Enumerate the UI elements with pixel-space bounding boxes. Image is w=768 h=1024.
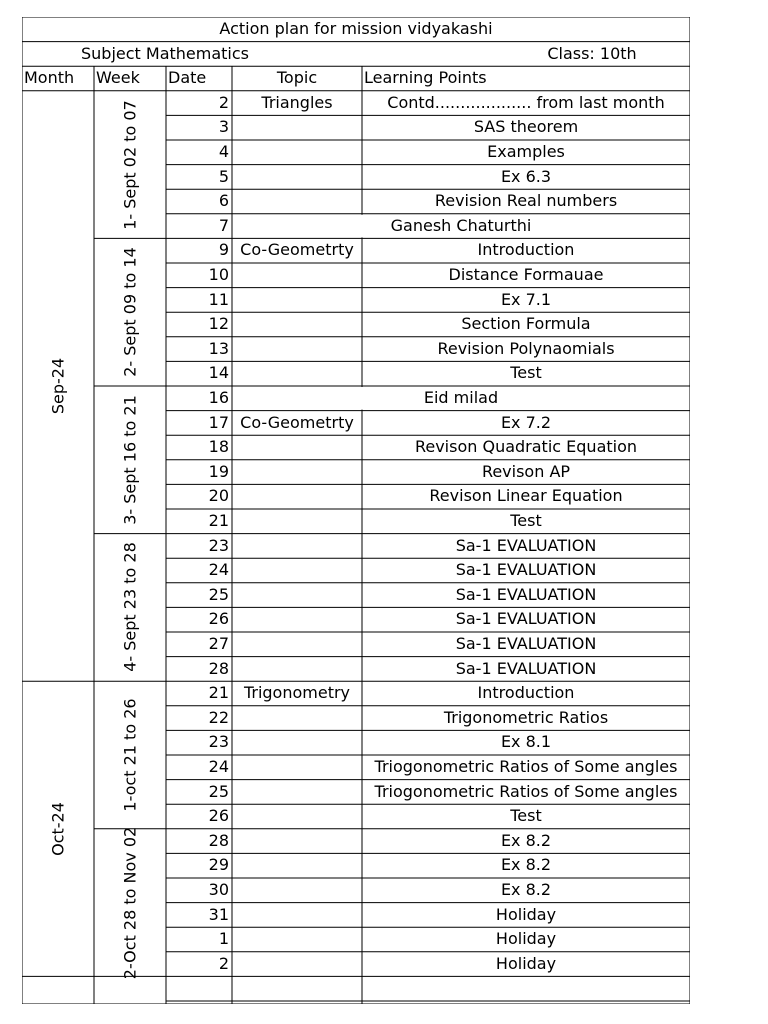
learning-point-cell: Sa-1 EVALUATION (455, 658, 597, 678)
learning-point-cell: Introduction (477, 240, 575, 260)
learning-point-cell: Test (510, 511, 542, 530)
learning-point-cell: Test (510, 806, 542, 826)
date-cell: 13 (208, 338, 229, 358)
learning-point-cell: Holiday (495, 953, 557, 973)
date-cell: 17 (208, 412, 229, 432)
date-cell: 22 (208, 707, 229, 727)
learning-point-cell: Revison Quadratic Equation (414, 437, 638, 457)
date-cell: 5 (218, 166, 229, 186)
week-label: 1-oct 21 to 26 (120, 698, 140, 812)
date-cell: 24 (208, 757, 229, 776)
date-cell: 11 (208, 289, 229, 309)
topic-cell (232, 361, 362, 386)
learning-point-cell: Ex 6.3 (500, 166, 552, 186)
date-cell: 9 (218, 240, 229, 260)
header-month: Month (24, 68, 75, 88)
topic-cell (232, 534, 362, 559)
learning-point-cell: Revison AP (481, 461, 571, 481)
topic-cell: Trigonometry (243, 683, 351, 703)
learning-point-cell: Section Formula (461, 314, 591, 334)
date-cell: 19 (208, 461, 229, 481)
learning-point-cell: Revison Linear Equation (429, 486, 623, 506)
topic-cell (232, 558, 362, 583)
month-label: Oct-24 (48, 801, 68, 856)
date-cell: 21 (208, 511, 229, 530)
week-label: 2-Oct 28 to Nov 02 (120, 826, 140, 979)
topic-cell (232, 460, 362, 485)
learning-point-cell: Ex 7.2 (500, 412, 552, 432)
topic-cell (232, 263, 362, 288)
learning-point-cell (362, 976, 690, 1001)
topic-cell (232, 312, 362, 337)
topic-cell (232, 484, 362, 509)
date-cell: 3 (218, 117, 229, 137)
action-plan-sheet (22, 17, 690, 1004)
date-cell: 10 (208, 265, 229, 284)
date-cell (166, 976, 232, 1001)
topic-cell (232, 829, 362, 854)
class-label: Class: 10th (547, 43, 637, 63)
topic-cell (232, 140, 362, 165)
learning-point-cell: Revision Polynaomials (437, 338, 615, 358)
date-cell: 31 (208, 904, 229, 924)
month-label: Sep-24 (48, 357, 68, 415)
learning-point-cell: Ex 8.2 (500, 830, 552, 850)
topic-cell (232, 632, 362, 657)
topic-cell (232, 435, 362, 460)
topic-cell (232, 730, 362, 755)
learning-point-cell: Ex 7.1 (500, 289, 552, 309)
topic-cell (232, 706, 362, 731)
week-label: 2- Sept 09 to 14 (120, 247, 140, 377)
learning-point-cell: Sa-1 EVALUATION (455, 535, 597, 555)
date-cell: 26 (208, 806, 229, 826)
sheet-title: Action plan for mission vidyakashi (219, 19, 493, 38)
date-cell: 29 (208, 855, 229, 875)
learning-point-cell: Test (510, 363, 542, 383)
learning-point-cell: Sa-1 EVALUATION (455, 609, 597, 629)
topic-cell (232, 804, 362, 829)
learning-point-cell: Holiday (495, 904, 557, 924)
date-cell: 28 (208, 830, 229, 850)
date-cell: 7 (218, 215, 229, 235)
date-cell: 30 (208, 880, 229, 899)
subject-label: Subject Mathematics (81, 43, 250, 63)
learning-point-cell: Holiday (495, 929, 557, 949)
holiday-cell: Ganesh Chaturthi (390, 215, 532, 235)
topic-cell (232, 903, 362, 928)
header-week: Week (96, 68, 140, 88)
week-label: 4- Sept 23 to 28 (120, 542, 140, 673)
date-cell: 23 (208, 535, 229, 555)
date-cell: 20 (208, 486, 229, 506)
topic-cell (232, 853, 362, 878)
topic-cell (232, 165, 362, 190)
topic-cell (232, 509, 362, 534)
learning-point-cell: Contd................... from last month (387, 92, 665, 112)
learning-point-cell: Distance Formauae (448, 265, 604, 284)
date-cell: 16 (208, 388, 229, 407)
date-cell: 21 (208, 683, 229, 703)
learning-point-cell: Triogonometric Ratios of Some angles (374, 757, 678, 776)
learning-point-cell: Ex 8.2 (500, 880, 552, 899)
date-cell: 12 (208, 314, 229, 334)
date-cell: 6 (218, 191, 229, 211)
topic-cell (232, 976, 362, 1001)
topic-cell (232, 927, 362, 952)
learning-point-cell: Trigonometric Ratios (443, 707, 609, 727)
topic-cell (232, 115, 362, 140)
date-cell: 27 (208, 634, 229, 653)
holiday-cell: Eid milad (423, 388, 499, 407)
learning-point-cell: Examples (487, 142, 565, 161)
topic-cell (232, 607, 362, 632)
topic-cell (232, 189, 362, 214)
date-cell: 2 (218, 92, 229, 112)
topic-cell (232, 755, 362, 780)
header-topic: Topic (276, 68, 318, 88)
learning-point-cell: Ex 8.2 (500, 855, 552, 875)
learning-point-cell: Sa-1 EVALUATION (455, 634, 597, 653)
date-cell: 25 (208, 584, 229, 604)
learning-point-cell: Sa-1 EVALUATION (455, 584, 597, 604)
learning-point-cell: Sa-1 EVALUATION (455, 560, 597, 580)
topic-cell (232, 288, 362, 313)
topic-cell (232, 657, 362, 682)
learning-point-cell: Ex 8.1 (500, 732, 552, 752)
date-cell: 14 (208, 363, 229, 383)
week-label: 3- Sept 16 to 21 (120, 395, 140, 525)
header-learning-points: Learning Points (364, 68, 487, 88)
date-cell: 2 (218, 953, 229, 973)
learning-point-cell: Revision Real numbers (434, 191, 618, 211)
topic-cell (232, 583, 362, 608)
topic-cell: Co-Geometrty (240, 412, 354, 432)
date-cell: 24 (208, 560, 229, 580)
date-cell: 1 (218, 929, 229, 949)
topic-cell (232, 337, 362, 362)
topic-cell: Co-Geometrty (240, 240, 354, 260)
header-date: Date (168, 68, 207, 88)
date-cell: 23 (208, 732, 229, 752)
topic-cell (232, 878, 362, 903)
topic-cell: Triangles (261, 92, 333, 112)
date-cell: 28 (208, 658, 229, 678)
week-label: 1- Sept 02 to 07 (120, 99, 140, 230)
topic-cell (232, 952, 362, 977)
learning-point-cell: Introduction (477, 683, 575, 703)
date-cell: 26 (208, 609, 229, 629)
learning-point-cell: Triogonometric Ratios of Some angles (374, 781, 678, 801)
learning-point-cell: SAS theorem (473, 117, 579, 137)
date-cell: 18 (208, 437, 229, 457)
date-cell: 25 (208, 781, 229, 801)
date-cell: 4 (218, 142, 229, 161)
topic-cell (232, 780, 362, 805)
